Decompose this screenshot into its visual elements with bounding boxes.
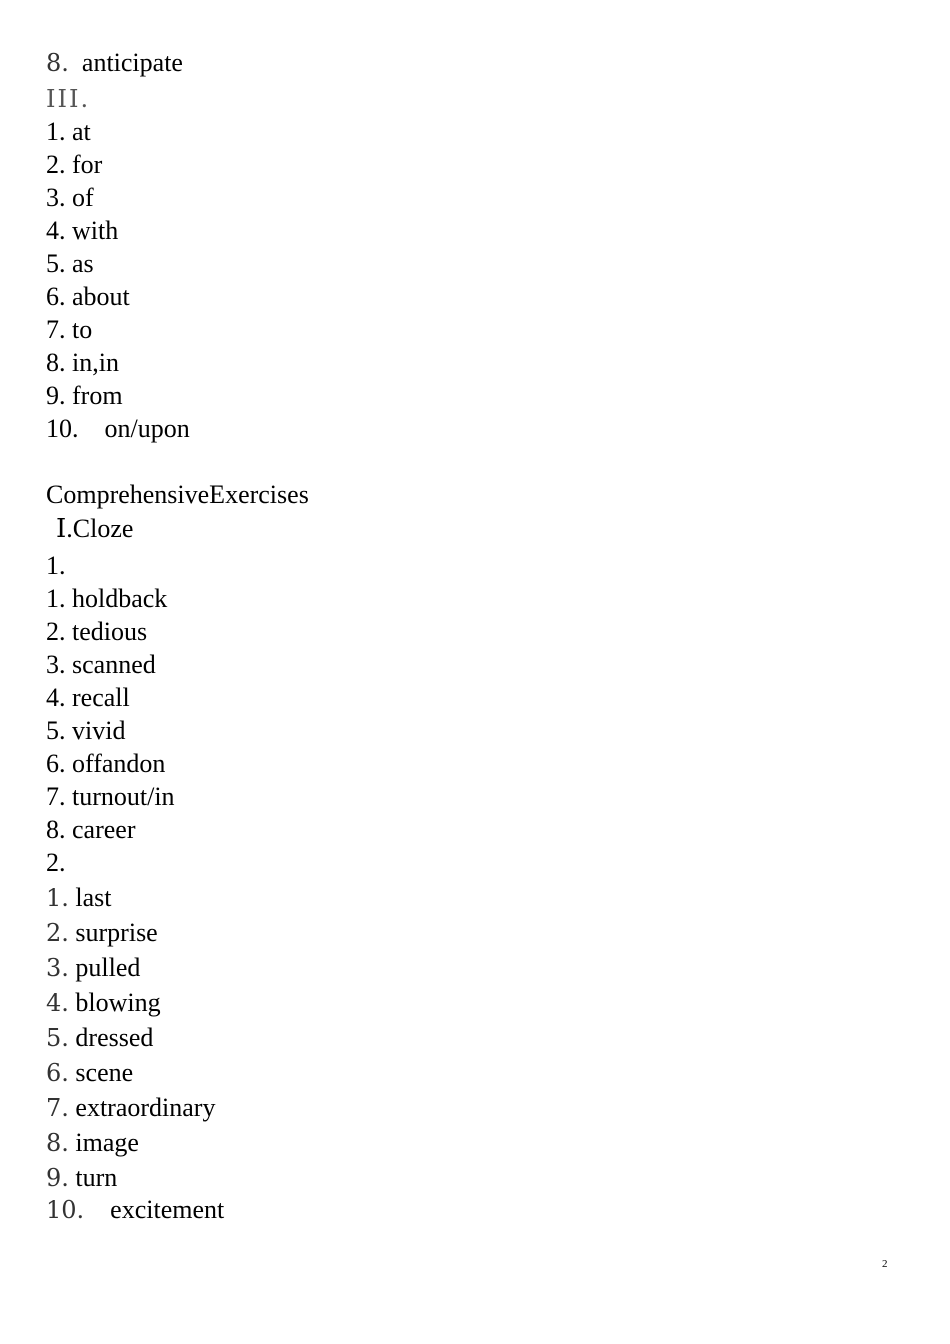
answer-text: with xyxy=(72,216,119,245)
answer-number: 4. xyxy=(46,683,66,712)
answer-number: 4. xyxy=(46,216,66,245)
answer-text: in,in xyxy=(72,348,119,377)
answer-line xyxy=(46,249,94,279)
answer-text: last xyxy=(75,883,112,912)
answer-line xyxy=(46,988,161,1018)
answer-number: 8. xyxy=(46,348,66,377)
answer-text: turnout/in xyxy=(72,782,175,811)
answer-line xyxy=(46,1195,224,1225)
answer-text: image xyxy=(75,1128,139,1157)
answer-number: 9. xyxy=(46,1164,69,1192)
answer-number: 3. xyxy=(46,954,69,982)
answer-text: holdback xyxy=(72,584,168,613)
answer-line xyxy=(46,117,91,147)
answer-number: 9. xyxy=(46,381,66,410)
answer-text: pulled xyxy=(75,953,141,982)
answer-number: 7. xyxy=(46,782,66,811)
answer-number: 3. xyxy=(46,183,66,212)
part-label: 2. xyxy=(46,848,66,877)
answer-text: turn xyxy=(75,1163,118,1192)
answer-number: 1. xyxy=(46,584,66,613)
answer-number: 8. xyxy=(46,815,66,844)
answer-number: 3. xyxy=(46,650,66,679)
answer-line xyxy=(46,381,123,411)
answer-number: 6. xyxy=(46,282,66,311)
answer-line xyxy=(46,683,130,713)
answer-line xyxy=(46,953,140,983)
section-title: ComprehensiveExercises xyxy=(46,480,309,509)
answer-text: blowing xyxy=(75,988,161,1017)
answer-line xyxy=(46,749,165,779)
answer-line xyxy=(46,48,183,78)
answer-line xyxy=(46,1023,153,1053)
answer-number: 10. xyxy=(46,1196,85,1224)
answer-text: of xyxy=(72,183,94,212)
part-label: 1. xyxy=(46,551,66,580)
answer-line xyxy=(46,883,112,913)
answer-line xyxy=(46,584,167,614)
answer-text: for xyxy=(72,150,103,179)
answer-text: to xyxy=(72,315,93,344)
answer-number: 6. xyxy=(46,749,66,778)
answer-number: 5. xyxy=(46,249,66,278)
answer-line xyxy=(46,315,92,345)
answer-text: at xyxy=(72,117,91,146)
answer-number: 5. xyxy=(46,1024,69,1052)
answer-number: 2. xyxy=(46,617,66,646)
answer-text: about xyxy=(72,282,130,311)
answer-text: recall xyxy=(72,683,130,712)
section-heading: III. xyxy=(46,85,91,113)
answer-number: 4. xyxy=(46,989,69,1017)
answer-text: tedious xyxy=(72,617,148,646)
answer-number: 6. xyxy=(46,1059,69,1087)
answer-line xyxy=(46,617,147,647)
answer-number: 1. xyxy=(46,884,69,912)
answer-text: offandon xyxy=(72,749,166,778)
answer-text: career xyxy=(72,815,136,844)
page-number: 2 xyxy=(882,1258,888,1270)
answer-line xyxy=(46,1128,139,1158)
answer-text: anticipate xyxy=(81,48,183,77)
answer-number: 7. xyxy=(46,1094,69,1122)
answer-line xyxy=(46,348,119,378)
answer-number: 10. xyxy=(46,414,79,443)
answer-line xyxy=(46,216,118,246)
answer-line xyxy=(46,815,135,845)
answer-text: from xyxy=(72,381,123,410)
answer-number: 1. xyxy=(46,117,66,146)
answer-line xyxy=(46,782,175,812)
answer-line xyxy=(46,716,125,746)
answer-line xyxy=(46,650,156,680)
answer-line xyxy=(46,414,190,444)
answer-number: 8. xyxy=(46,49,69,77)
answer-text: as xyxy=(72,249,94,278)
answer-line xyxy=(46,282,130,312)
answer-line xyxy=(46,183,94,213)
answer-text: extraordinary xyxy=(75,1093,216,1122)
answer-text: excitement xyxy=(110,1195,225,1224)
section-subtitle: Ⅰ.Cloze xyxy=(56,514,134,543)
answer-number: 2. xyxy=(46,919,69,947)
answer-text: vivid xyxy=(72,716,126,745)
answer-line xyxy=(46,150,102,180)
answer-number: 7. xyxy=(46,315,66,344)
answer-line xyxy=(46,1163,117,1193)
answer-text: dressed xyxy=(75,1023,154,1052)
answer-line xyxy=(46,1058,133,1088)
answer-text: surprise xyxy=(75,918,158,947)
answer-text: on/upon xyxy=(104,414,190,443)
answer-number: 5. xyxy=(46,716,66,745)
answer-number: 2. xyxy=(46,150,66,179)
answer-text: scanned xyxy=(72,650,156,679)
answer-text: scene xyxy=(75,1058,134,1087)
answer-line xyxy=(46,1093,215,1123)
answer-line xyxy=(46,918,158,948)
answer-number: 8. xyxy=(46,1129,69,1157)
